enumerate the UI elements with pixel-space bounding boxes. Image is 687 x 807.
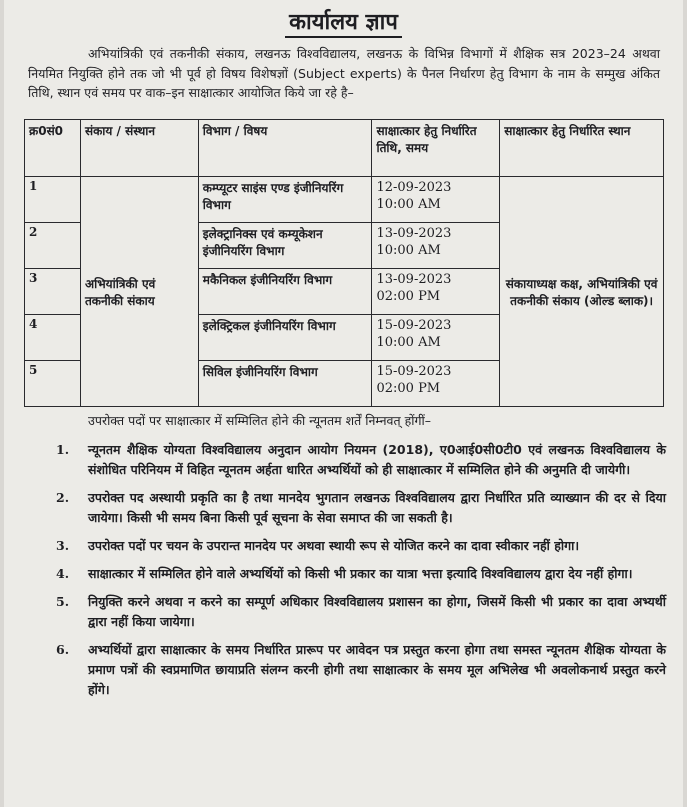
row-serial: 4 (25, 315, 81, 361)
row-time: 10:00 AM (376, 335, 441, 350)
row-time: 02:00 PM (376, 381, 441, 396)
row-time: 10:00 AM (376, 197, 441, 212)
intro-paragraph: अभियांत्रिकी एवं तकनीकी संकाय, लखनऊ विश्वविद्यालय, लखनऊ के विभिन्न विभागों में शैक्षिक सत्र 2023–24 अथवा नियमित नियुक्ति होने तक जो भी पूर्व हो विषय विशेषज्ञों (Subject experts) के पैनल निर्धारण हेतु विभाग के नाम के सम्मुख अंकित तिथि, स्थान एवं समय पर वाक–इन साक्षात्कार आयोजित किये जा रहे है– (28, 46, 660, 100)
table-header-row (25, 120, 664, 177)
condition-text: न्यूनतम शैक्षिक योग्यता विश्वविद्यालय अनुदान आयोग नियमन (2018), ए0आई0सी0टी0 एवं लखनऊ विश्वविद्यालय के संशोधित परिनियम में विहित न्यूनतम अर्हता धारित अभ्यर्थियों को ही साक्षात्कार में सम्मिलित होने की अनुमति दी जायेगी। (88, 442, 666, 477)
interview-schedule-table (24, 119, 664, 407)
row-date: 15-09-2023 (376, 364, 452, 379)
row-serial: 1 (25, 177, 81, 223)
condition-item (56, 488, 666, 528)
condition-number: 2. (56, 490, 70, 505)
row-department: सिविल इंजीनियरिंग विभाग (198, 361, 372, 407)
condition-text: साक्षात्कार में सम्मिलित होने वाले अभ्यर्थियों को किसी भी प्रकार का यात्रा भत्ता इत्यादि विश्वविद्यालय द्वारा देय नहीं होगा। (88, 566, 633, 581)
row-department: कम्प्यूटर साइंस एण्ड इंजीनियरिंग विभाग (198, 177, 372, 223)
row-date: 13-09-2023 (376, 272, 452, 287)
row-date-time (372, 223, 500, 269)
row-date-time (372, 177, 500, 223)
condition-text: उपरोक्त पदों पर चयन के उपरान्त मानदेय पर अथवा स्थायी रूप से योजित करने का दावा स्वीकार नहीं होगा। (88, 538, 580, 553)
row-date-time (372, 269, 500, 315)
condition-text: उपरोक्त पद अस्थायी प्रकृति का है तथा मानदेय भुगतान लखनऊ विश्वविद्यालय द्वारा निर्धारित प्रति व्याख्यान की दर से दिया जायेगा। किसी भी समय बिना किसी पूर्व सूचना के सेवा समाप्त की जा सकती है। (88, 490, 666, 525)
condition-number: 1. (56, 442, 70, 457)
row-department: मकैनिकल इंजीनियरिंग विभाग (198, 269, 372, 315)
row-date-time (372, 361, 500, 407)
row-department: इलेक्ट्रिकल इंजीनियरिंग विभाग (198, 315, 372, 361)
header-faculty: संकाय / संस्थान (80, 120, 198, 177)
header-department: विभाग / विषय (198, 120, 372, 177)
header-venue: साक्षात्कार हेतु निर्धारित स्थान (500, 120, 664, 177)
row-date: 12-09-2023 (376, 180, 452, 195)
condition-item (56, 564, 666, 584)
row-time: 10:00 AM (376, 243, 441, 258)
row-date: 15-09-2023 (376, 318, 452, 333)
condition-item (56, 536, 666, 556)
row-department: इलेक्ट्रानिक्स एवं कम्यूकेशन इंजीनियरिंग विभाग (198, 223, 372, 269)
venue-cell: संकायाध्यक्ष कक्ष, अभियांत्रिकी एवं तकनीकी संकाय (ओल्ड ब्लाक)। (500, 177, 664, 407)
row-serial: 3 (25, 269, 81, 315)
condition-item (56, 440, 666, 480)
row-serial: 2 (25, 223, 81, 269)
condition-text: अभ्यर्थियों द्वारा साक्षात्कार के समय निर्धारित प्रारूप पर आवेदन पत्र प्रस्तुत करना होगा तथा समस्त न्यूनतम शैक्षिक योग्यता के प्रमाण पत्रों की स्वप्रमाणित छायाप्रति संलग्न करनी होगी तथा साक्षात्कार के समय मूल अभिलेख भी अवलोकनार्थ प्रस्तुत करने होंगे। (88, 642, 666, 697)
row-date: 13-09-2023 (376, 226, 452, 241)
header-serial: क्र0सं0 (25, 120, 81, 177)
document-title: कार्यालय ज्ञाप (4, 6, 683, 36)
conditions-heading: उपरोक्त पदों पर साक्षात्कार में सम्मिलित होने की न्यूनतम शर्तें निम्नवत् होंगीं– (88, 413, 431, 428)
conditions-list (56, 440, 666, 700)
row-date-time (372, 315, 500, 361)
faculty-cell: अभियांत्रिकी एवं तकनीकी संकाय (80, 177, 198, 407)
condition-item (56, 592, 666, 632)
condition-number: 5. (56, 594, 70, 609)
condition-number: 6. (56, 642, 70, 657)
condition-number: 3. (56, 538, 70, 553)
document-page (4, 0, 683, 807)
condition-text: नियुक्ति करने अथवा न करने का सम्पूर्ण अधिकार विश्वविद्यालय प्रशासन का होगा, जिसमें किसी भी प्रकार का दावा अभ्यर्थी द्वारा नहीं किया जायेगा। (88, 594, 666, 629)
condition-item (56, 640, 666, 700)
table-row (25, 177, 664, 223)
row-serial: 5 (25, 361, 81, 407)
row-time: 02:00 PM (376, 289, 441, 304)
condition-number: 4. (56, 566, 70, 581)
header-date-time: साक्षात्कार हेतु निर्धारित तिथि, समय (372, 120, 500, 177)
